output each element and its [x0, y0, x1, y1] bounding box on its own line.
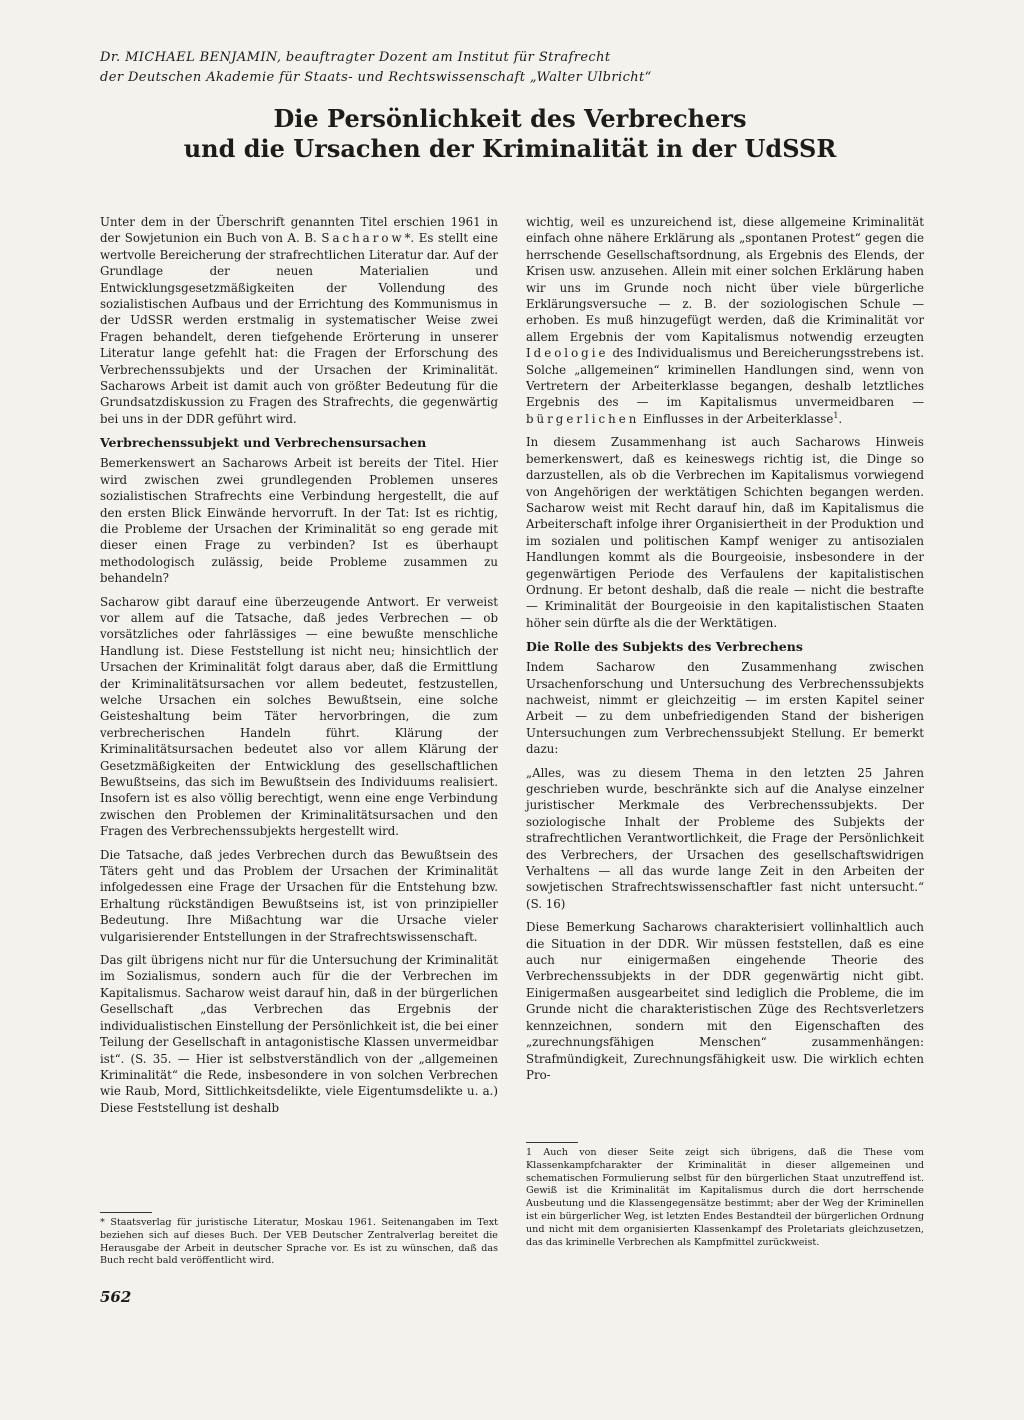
footnote-divider	[100, 1212, 152, 1213]
footnote-1-text: 1 Auch von dieser Seite zeigt sich übrigens, daß die These vom Klassenkampfcharakter der Kriminalität in dieser allgemeinen und schematischen Formulierung selbst für den bürgerlichen Staat unzutreffend ist. Gewiß ist die Kriminalität im Kapitalismus durch die dort herrschende Ausbeutung und die Klassengegensätze bestimmt; aber der Weg der Kriminellen ist ein bürgerlicher Weg, ist letzten Endes Bestandteil der bürgerlichen Ordnung und nicht mit dem organisierten Klassenkampf des Proletariats gleichzusetzen, das das kriminelle Verbrechen als Kampfmittel zurückweist.	[526, 1147, 924, 1248]
footnote-star-text: * Staatsverlag für juristische Literatur, Moskau 1961. Seitenangaben im Text beziehen sich auf dieses Buch. Der VEB Deutscher Zentralverlag bereitet die Herausgabe der Arbeit in deutscher Sprache vor. Es ist zu wünschen, daß das Buch recht bald veröffentlicht wird.	[100, 1217, 498, 1267]
paragraph: Das gilt übrigens nicht nur für die Untersuchung der Kriminalität im Sozialismus, sondern auch für die der Verbrechen im Kapitalismus. Sacharow weist darauf hin, daß in der bürgerlichen Gesellschaft „das Verbrechen das Ergebnis der individualistischen Einstellung der Persönlichkeit ist, die bei einer Teilung der Gesellschaft in antagonistische Klassen unvermeidbar ist“. (S. 35. — Hier ist selbstverständlich von der „allgemeinen Kriminalität“ die Rede, insbesondere in von solchen Verbrechen wie Raub, Mord, Sittlichkeitsdelikte, viele Eigentumsdelikte u. a.) Diese Feststellung ist deshalb	[100, 953, 498, 1115]
author-line-2: der Deutschen Akademie für Staats- und Rechtswissenschaft „Walter Ulbricht“	[100, 70, 652, 85]
spaced-word-ideologie: Ideologie	[526, 346, 609, 361]
paragraph: In diesem Zusammenhang ist auch Sacharows Hinweis bemerkenswert, daß es keineswegs richtig ist, die Dinge so darzustellen, als ob die Verbrechen im Kapitalismus vorwiegend von Angehörigen der werktätigen Schichten begangen werden. Sacharow weist mit Recht darauf hin, daß im Kapitalismus die Arbeiterschaft infolge ihrer Organisiertheit in der Produktion und im sozialen und politischen Kampf weniger zu antisozialen Handlungen kommt als die Bourgeoisie, insbesondere in der gegenwärtigen Periode des Verfaulens der kapitalistischen Ordnung. Er betont deshalb, daß die reale — nicht die bestrafte — Kriminalität der Bourgeoisie in den kapitalistischen Staaten höher sein dürfte als die der Werktätigen.	[526, 435, 924, 630]
spaced-word-buergerlichen: bürgerlichen	[526, 411, 640, 426]
paragraph: Indem Sacharow den Zusammenhang zwischen Ursachenforschung und Untersuchung des Verbrechenssubjekts nachweist, nimmt er gleichzeitig — im ersten Kapitel seiner Arbeit — zu dem unbefriedigenden Stand der bisherigen Untersuchungen zum Verbrechenssubjekt Stellung. Er bemerkt dazu:	[526, 660, 924, 757]
intro-paragraph: Unter dem in der Überschrift genannten Titel erschien 1961 in der Sowjetunion ein Buch von A. B. Sacharow*. Es stellt eine wertvolle Bereicherung der strafrechtlichen Literatur dar. Auf der Grundlage der neuen Materialien und Entwicklungsgesetzmäßigkeiten der Vollendung des sozialistischen Aufbaus und der Errichtung des Kommunismus in der UdSSR werden erstmalig in systematischer Weise zwei Fragen behandelt, deren tiefgehende Erörterung in unserer Literatur lange gefehlt hat: die Fragen der Erforschung des Verbrechenssubjekts und der Ursachen der Kriminalität. Sacharows Arbeit ist damit auch von größter Bedeutung für die Grundsatzdiskussion zu Fragen des Strafrechts, die gegenwärtig bei uns in der DDR geführt wird.	[100, 215, 498, 426]
author-line-1: Dr. MICHAEL BENJAMIN, beauftragter Dozent am Institut für Strafrecht	[100, 50, 611, 65]
title-line-2: und die Ursachen der Kriminalität in der UdSSR	[183, 134, 837, 163]
footnote-star	[100, 1206, 498, 1268]
paragraph: Bemerkenswert an Sacharows Arbeit ist bereits der Titel. Hier wird zwischen zwei grundlegenden Problemen unseres sozialistischen Strafrechts eine Verbindung hergestellt, die auf den ersten Blick Einwände hervorruft. In der Tat: Ist es richtig, die Probleme der Ursachen der Kriminalität so eng gerade mit dieser einen Frage zu verbinden? Ist es überhaupt methodologisch zulässig, beide Probleme zusammen zu behandeln?	[100, 456, 498, 586]
title-line-1: Die Persönlichkeit des Verbrechers	[273, 104, 747, 133]
footnote-1	[526, 1136, 924, 1249]
author-name-spaced: Sacharow	[321, 231, 405, 246]
left-column	[100, 214, 498, 1123]
article-title	[100, 104, 920, 164]
paragraph: wichtig, weil es unzureichend ist, diese allgemeine Kriminalität einfach ohne nähere Erklärung als „spontanen Protest“ gegen die herrschende Gesellschaftsordnung, als Ergebnis des Elends, der Krisen usw. anzusehen. Allein mit einer solchen Erklärung haben wir uns im Grunde noch nicht über viele bürgerliche Erklärungsversuche — z. B. der soziologischen Schule — erhoben. Es muß hinzugefügt werden, daß die Kriminalität vor allem Ergebnis der vom Kapitalismus notwendig erzeugten Ideologie des Individualismus und Bereicherungsstrebens ist. Solche „allgemeinen“ kriminellen Handlungen sind, wenn von Vertretern der Arbeiterklasse begangen, deshalb letztliches Ergebnis des — im Kapitalismus unvermeidbaren — bürgerlichen Einflusses in der Arbeiterklasse$^1$.	[526, 215, 924, 426]
footnote-ref-1: 1	[833, 410, 839, 420]
section-heading-1: Verbrechenssubjekt und Verbrechensursachen	[100, 435, 427, 451]
block-quote: „Alles, was zu diesem Thema in den letzten 25 Jahren geschrieben wurde, beschränkte sich auf die Analyse einzelner juristischer Merkmale des Verbrechenssubjekts. Der soziologische Inhalt der Probleme des Subjekts der strafrechtlichen Verantwortlichkeit, die Frage der Persönlichkeit des Verbrechers, der Ursachen des gesellschaftswidrigen Verhaltens — all das wurde lange Zeit in den Arbeiten der sowjetischen Strafrechtswissenschaftler fast nicht untersucht.“ (S. 16)	[526, 765, 924, 911]
right-column	[526, 214, 924, 1090]
paragraph: Sacharow gibt darauf eine überzeugende Antwort. Er verweist vor allem auf die Tatsache, daß jedes Verbrechen — ob vorsätzliches oder fahrlässiges — eine bewußte menschliche Handlung ist. Diese Feststellung ist nicht neu; hinsichtlich der Ursachen der Kriminalität folgt daraus aber, daß die Ermittlung der Kriminalitätsursachen vor allem bedeutet, festzustellen, welche Ursachen ein solches Bewußtsein, eine solche Geisteshaltung beim Täter hervorbringen, die zum verbrecherischen Handeln führt. Klärung der Kriminalitätsursachen bedeutet also vor allem Klärung der Gesetzmäßigkeiten der Entwicklung des gesellschaftlichen Bewußtseins, das sich im Bewußtsein des Individuums realisiert. Insofern ist es also völlig berechtigt, wenn eine enge Verbindung zwischen den Problemen der Kriminalitätsursachen und den Fragen des Verbrechenssubjekts hergestellt wird.	[100, 594, 498, 839]
footnote-divider	[526, 1142, 578, 1143]
page-number: 562	[100, 1288, 132, 1306]
paragraph: Die Tatsache, daß jedes Verbrechen durch das Bewußtsein des Täters geht und das Problem der Ursachen der Kriminalität infolgedessen eine Frage der Ursachen für die Entstehung bzw. Erhaltung rückständigen Bewußtseins ist, ist von prinzipieller Bedeutung. Ihre Mißachtung war die Ursache vieler vulgarisierender Entstellungen in der Strafrechtswissenschaft.	[100, 847, 498, 944]
section-heading-2: Die Rolle des Subjekts des Verbrechens	[526, 639, 803, 655]
paragraph: Diese Bemerkung Sacharows charakterisiert vollinhaltlich auch die Situation in der DDR. Wir müssen feststellen, daß es eine auch nur einigermaßen eingehende Theorie des Verbrechenssubjekts in der DDR gegenwärtig nicht gibt. Einigermaßen ausgearbeitet sind lediglich die Probleme, die im Grunde nicht die charakteristischen Züge des Rechtsverletzers kennzeichnen, sondern mit den Eigenschaften des „zurechnungsfähigen Menschen“ zusammenhängen: Strafmündigkeit, Zurechnungsfähigkeit usw. Die wirklich echten Pro-	[526, 920, 924, 1082]
author-byline	[100, 48, 930, 88]
